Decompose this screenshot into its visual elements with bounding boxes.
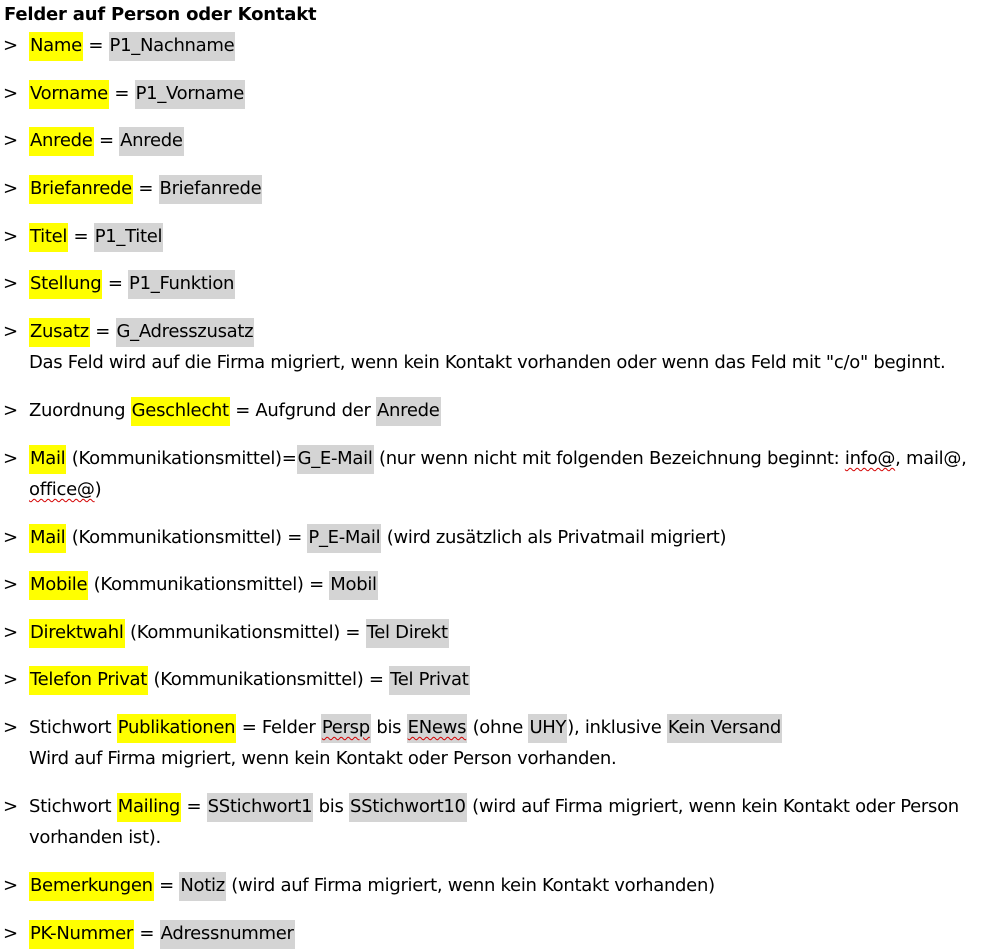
item-text: bis (318, 796, 344, 817)
item-text: , (961, 448, 967, 469)
item-text: (nur wenn nicht mit folgenden Bezeichnung beginnt: (378, 448, 840, 469)
mapped-field: SStichwort10 (349, 793, 467, 822)
list-item (3, 221, 981, 252)
item-prefix: Stichwort (29, 796, 112, 817)
list-item (3, 173, 981, 204)
mapped-field: P1_Nachname (109, 32, 236, 61)
mapped-field: P1_Titel (94, 223, 163, 252)
list-item (3, 30, 981, 61)
item-text: (Kommunikationsmittel) = (93, 574, 324, 595)
item-text: mail@ (905, 448, 962, 469)
item-prefix: Zuordnung (29, 400, 126, 421)
field-name: Telefon Privat (29, 666, 148, 695)
mapped-field: G_Adresszusatz (116, 318, 255, 347)
bullet-marker: > (3, 527, 18, 548)
field-name: Mail (29, 445, 66, 474)
field-name: Stellung (29, 270, 102, 299)
item-text: (wird auf Firma migriert, wenn kein Kontakt oder Person (472, 796, 959, 817)
item-text: (wird auf Firma migriert, wenn kein Kontakt vorhanden) (231, 875, 715, 896)
mapped-field: G_E-Mail (297, 445, 374, 474)
field-name: Geschlecht (131, 397, 230, 426)
item-text: , (895, 448, 901, 469)
item-text: vorhanden ist). (29, 827, 161, 848)
item-text: (Kommunikationsmittel) = (71, 527, 302, 548)
list-item (3, 78, 981, 109)
bullet-marker: > (3, 923, 18, 944)
bullet-marker: > (3, 273, 18, 294)
field-name: Briefanrede (29, 175, 133, 204)
item-note: Wird auf Firma migriert, wenn kein Kontakt oder Person vorhanden. (29, 748, 617, 769)
spellcheck-word: info@ (844, 448, 896, 469)
mapped-field: ENews (407, 714, 468, 743)
mapped-field: P1_Vorname (135, 80, 245, 109)
field-name: Mobile (29, 571, 88, 600)
bullet-marker: > (3, 130, 18, 151)
mapped-field: Anrede (119, 127, 184, 156)
mapped-field: Tel Privat (389, 666, 469, 695)
bullet-marker: > (3, 178, 18, 199)
field-name: Vorname (29, 80, 109, 109)
mapped-field: Tel Direkt (366, 619, 449, 648)
item-note: Das Feld wird auf die Firma migriert, wenn kein Kontakt vorhanden oder wenn das Feld mit "c/o" beginnt. (29, 352, 946, 373)
field-name: Anrede (29, 127, 94, 156)
field-name: Direktwahl (29, 619, 125, 648)
item-text: (Kommunikationsmittel) = (153, 669, 384, 690)
mapped-field: Kein Versand (667, 714, 782, 743)
mapped-field: Mobil (329, 571, 377, 600)
mapped-field: P1_Funktion (128, 270, 235, 299)
bullet-marker: > (3, 226, 18, 247)
equals-sign: = (186, 796, 202, 817)
equals-sign: = (138, 178, 154, 199)
bullet-marker: > (3, 35, 18, 56)
bullet-marker: > (3, 321, 18, 342)
mapped-field: SStichwort1 (207, 793, 314, 822)
field-name: Zusatz (29, 318, 90, 347)
field-name: Publikationen (117, 714, 237, 743)
list-item (3, 522, 981, 553)
bullet-marker: > (3, 622, 18, 643)
list-item (3, 617, 981, 648)
mapped-field: Briefanrede (159, 175, 263, 204)
list-item (3, 918, 981, 949)
list-item (3, 870, 981, 901)
list-item (3, 125, 981, 156)
list-item (3, 268, 981, 299)
equals-sign: = (88, 35, 104, 56)
item-text: (wird zusätzlich als Privatmail migriert) (386, 527, 727, 548)
mapped-field: Persp (321, 714, 371, 743)
field-name: PK-Nummer (29, 920, 134, 949)
item-text: bis (376, 717, 402, 738)
field-name: Name (29, 32, 83, 61)
item-text: (Kommunikationsmittel) = (130, 622, 361, 643)
equals-sign: = (114, 83, 130, 104)
bullet-marker: > (3, 669, 18, 690)
bullet-marker: > (3, 83, 18, 104)
list-item (3, 443, 981, 505)
list-item (3, 791, 981, 853)
equals-sign: = (95, 321, 111, 342)
bullet-marker: > (3, 717, 18, 738)
list-item (3, 395, 981, 426)
list-item (3, 712, 981, 774)
item-text: (ohne (472, 717, 524, 738)
bullet-marker: > (3, 875, 18, 896)
field-name: Mail (29, 524, 66, 553)
equals-sign: = (139, 923, 155, 944)
mapped-field: Adressnummer (160, 920, 295, 949)
item-text: ) (94, 479, 102, 500)
spellcheck-word: office@ (29, 479, 95, 500)
mapped-field: UHY (528, 714, 567, 743)
field-name: Titel (29, 223, 68, 252)
item-prefix: Stichwort (29, 717, 112, 738)
list-item (3, 664, 981, 695)
equals-sign: = (107, 273, 123, 294)
equals-sign: = (159, 875, 174, 896)
section-heading: Felder auf Person oder Kontakt (4, 4, 317, 25)
equals-sign: = (98, 130, 114, 151)
list-item (3, 316, 981, 378)
item-text: = Aufgrund der (235, 400, 371, 421)
bullet-marker: > (3, 400, 18, 421)
item-text: ), inklusive (567, 717, 662, 738)
field-name: Mailing (117, 793, 181, 822)
bullet-marker: > (3, 448, 18, 469)
item-text: (Kommunikationsmittel)= (71, 448, 297, 469)
mapped-field: P_E-Mail (307, 524, 381, 553)
field-name: Bemerkungen (29, 872, 154, 901)
item-text: = Felder (241, 717, 316, 738)
mapped-field: Notiz (179, 872, 226, 901)
equals-sign: = (73, 226, 89, 247)
bullet-marker: > (3, 796, 18, 817)
bullet-marker: > (3, 574, 18, 595)
mapped-field: Anrede (376, 397, 441, 426)
list-item (3, 569, 981, 600)
